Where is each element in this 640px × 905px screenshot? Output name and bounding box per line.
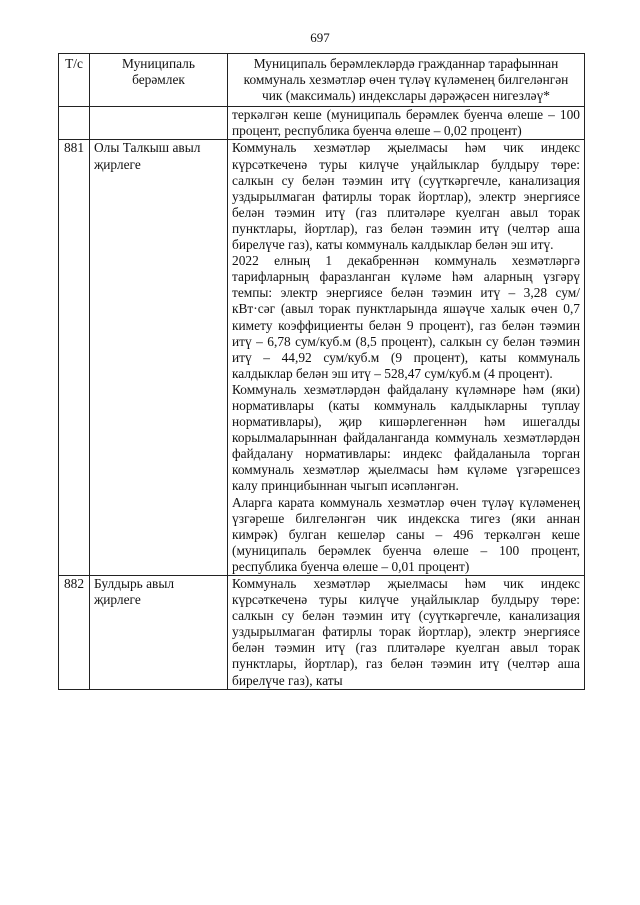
basis-paragraph: Коммуналь хезмәтләр җыелмасы һәм чик индекс күрсәткеченә туры килүче уңайлыклар булдыру төре: салкын су белән тәэмин итү (суүткәргечле, канализация уздырылмаган фатирлы торак йортлар), электр энергиясе белән тәэмин итү (газ плитәләре куелган авыл торак пунктлары, йортлар), газ белән тәэмин итү (челтәр аша бирелүче газ), каты — [232, 576, 580, 688]
basis-paragraph: Коммуналь хезмәтләрдән файдалану күләмнәре һәм (яки) нормативлары (каты коммуналь калдыкларны туплау нормативлары), җир кишәрлегеннән һәм ишегалды корылмаларыннан файдаланганда коммуналь хезмәтләрдән файдалану нормативлары: индекс файдаланыла торган коммуналь хезмәтләр җыелмасы һәм күләме үзгәрешсез калу принцибыннан чыгып исәпләнгән. — [232, 381, 580, 494]
table-row — [59, 576, 585, 690]
basis-paragraph: Коммуналь хезмәтләр җыелмасы һәм чик индекс күрсәткеченә туры килүче уңайлыклар булдыру төре: салкын су белән тәэмин итү (суүткәргечле, канализация уздырылмаган фатирлы торак йортлар), электр энергиясе белән тәэмин итү (газ плитәләре куелган авыл торак пунктлары, йортлар), газ белән тәэмин итү (челтәр аша бирелүче газ), каты коммуналь калдыклар белән эш итү. — [232, 140, 580, 253]
header-municipality: Муниципаль берәмлек — [90, 54, 228, 107]
row-basis — [228, 576, 585, 690]
page-number: 697 — [310, 30, 330, 45]
table-row — [59, 140, 585, 576]
row-number: 882 — [59, 576, 90, 690]
row-municipality: Олы Талкыш авыл җирлеге — [90, 140, 228, 576]
row-number: 881 — [59, 140, 90, 576]
row-basis — [228, 107, 585, 140]
table-header-row — [59, 54, 585, 107]
basis-paragraph: 2022 елның 1 декабреннән коммуналь хезмәтләргә тарифларның фаразланган күләме һәм аларның үзгәрү темпы: электр энергиясе белән тәэмин итү – 3,28 сум/кВт·сәг (авыл торак пунктларында яшәүче халык өчен 0,7 кимету коэффициенты белән 9 процент), газ белән тәэмин итү – 6,78 сум/куб.м (8,5 процент), салкын су белән тәэмин итү – 44,92 сум/куб.м (9 процент), каты коммуналь калдыклар белән эш итү – 528,47 сум/куб.м (4 процент). — [232, 253, 580, 381]
row-municipality: Булдырь авыл җирлеге — [90, 576, 228, 690]
header-basis: Муниципаль берәмлекләрдә гражданнар тарафыннан коммуналь хезмәтләр өчен түләү күләменең билгеләнгән чик (максималь) индекслары дәрәҗәсен нигезләү* — [228, 54, 585, 107]
basis-paragraph: Аларга карата коммуналь хезмәтләр өчен түләү күләменең үзгәреше билгеләнгән чик индекска тигез (яки аннан кимрәк) булган кешеләр саны – 496 теркәлгән кеше (муниципаль берәмлек буенча өлеше – 100 процент, республика буенча өлеше – 0,01 процент) — [232, 494, 580, 574]
header-number: Т/с — [59, 54, 90, 107]
row-number — [59, 107, 90, 140]
basis-paragraph: теркәлгән кеше (муниципаль берәмлек буенча өлеше – 100 процент, республика буенча өлеше – 0,02 процент) — [232, 107, 580, 139]
row-basis — [228, 140, 585, 576]
table-row — [59, 107, 585, 140]
municipal-index-table — [58, 53, 585, 690]
row-municipality — [90, 107, 228, 140]
